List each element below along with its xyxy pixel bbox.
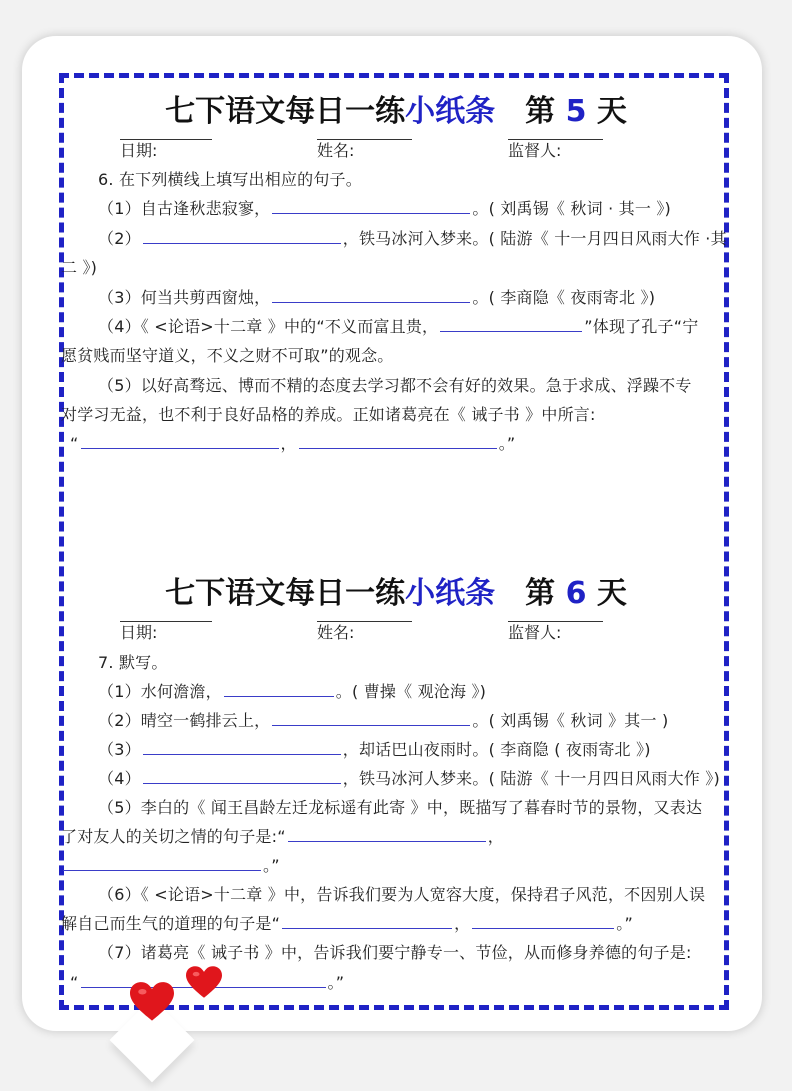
day5-q5-line1: （5）以好高骛远、博而不精的态度去学习都不会有好的效果。急于求成、浮躁不专 [98, 376, 692, 395]
day6-q1: （1）水何澹澹， 。( 曹操《 观沧海 》) [98, 682, 487, 701]
day6-q6-line2: 解自己而生气的道理的句子是“ ， 。” [61, 914, 633, 933]
day5-q2: （2） ，铁马冰河入梦来。( 陆游《 十一月四日风雨大作 ·其 [98, 229, 727, 248]
answer-blank[interactable] [272, 212, 470, 214]
day5-question-heading: 6. 在下列横线上填写出相应的句子。 [98, 170, 362, 189]
day6-q5-line1: （5）李白的《 闻王昌龄左迁龙标遥有此寄 》中，既描写了暮春时节的景物，又表达 [98, 798, 703, 817]
day6-q5-line2: 了对友人的关切之情的句子是:“ ， [61, 827, 504, 846]
day6-q7-line1: （7）诸葛亮《 诫子书 》中，告诉我们要宁静专一、节俭，从而修身养德的句子是: [98, 943, 692, 962]
day6-q6-line1: （6）《 <论语>十二章 》中，告诉我们要为人宽容大度，保持君子风范，不因别人误 [98, 885, 706, 904]
answer-blank[interactable] [282, 927, 452, 929]
answer-blank[interactable] [272, 724, 470, 726]
answer-blank[interactable] [472, 927, 614, 929]
answer-blank[interactable] [143, 242, 341, 244]
day5-q4: （4）《 <论语>十二章 》中的“不义而富且贵， ”体现了孔子“宁 [98, 317, 699, 336]
day6-q5-line3: 。” [61, 853, 280, 876]
day6-q3: （3） ，却话巴山夜雨时。( 李商隐 ( 夜雨寄北 》) [98, 740, 651, 759]
day6-q7-line2: “ 。” [70, 973, 345, 992]
day6-question-heading: 7. 默写。 [98, 653, 168, 672]
day5-q5-line3: “ ， 。” [70, 434, 516, 453]
answer-blank[interactable] [440, 330, 582, 332]
heart-icon [130, 982, 174, 1022]
answer-blank[interactable] [299, 447, 497, 449]
day5-q4-cont: 愿贫贱而坚守道义，不义之财不可取”的观念。 [61, 346, 394, 365]
answer-blank[interactable] [143, 782, 341, 784]
answer-blank[interactable] [63, 869, 261, 871]
day5-q5-line2: 对学习无益，也不利于良好品格的养成。正如诸葛亮在《 诫子书 》中所言: [61, 405, 596, 424]
answer-blank[interactable] [272, 301, 470, 303]
answer-blank[interactable] [288, 840, 486, 842]
day5-q1: （1）自古逢秋悲寂寥， 。( 刘禹锡《 秋词 · 其一 》) [98, 199, 671, 218]
answer-blank[interactable] [81, 447, 279, 449]
answer-blank[interactable] [143, 753, 341, 755]
day5-q3: （3）何当共剪西窗烛， 。( 李商隐《 夜雨寄北 》) [98, 288, 656, 307]
day6-q2: （2）晴空一鹤排云上， 。( 刘禹锡《 秋词 》其一 ) [98, 711, 669, 730]
answer-blank[interactable] [224, 695, 334, 697]
day5-title: 七下语文每日一练小纸条 第 5 天 [165, 94, 627, 129]
day5-q2-cont: 二 》) [61, 258, 98, 277]
heart-icon [186, 966, 222, 999]
day6-q4: （4） ，铁马冰河人梦来。( 陆游《 十一月四日风雨大作 》) [98, 769, 720, 788]
day6-title: 七下语文每日一练小纸条 第 6 天 [165, 576, 627, 611]
